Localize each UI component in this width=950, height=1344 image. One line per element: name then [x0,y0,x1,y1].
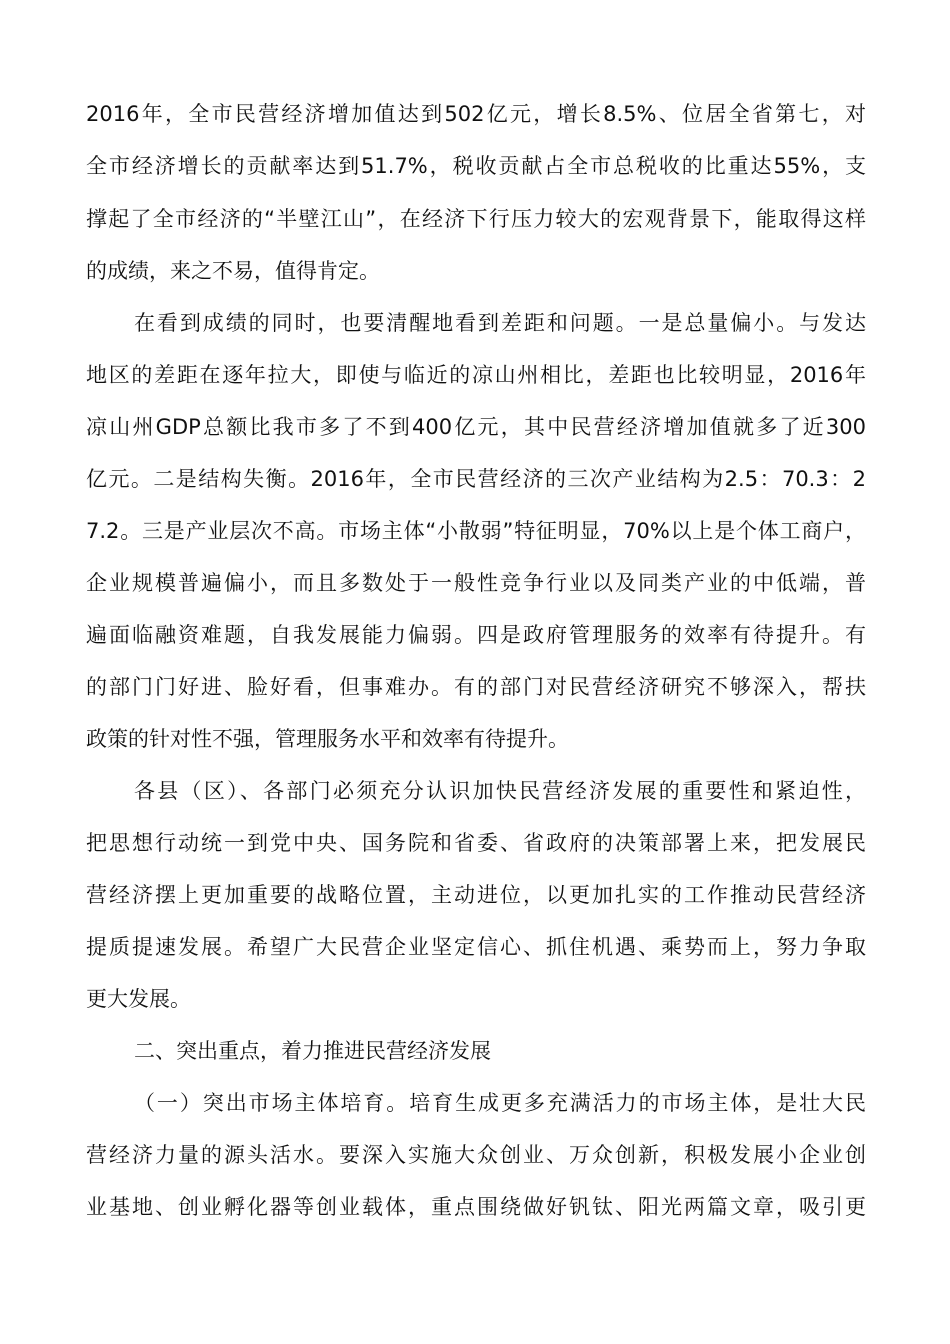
text-line: 企业规模普遍偏小，而且多数处于一般性竞争行业以及同类产业的中低端，普 [86,571,866,595]
text-line: 把思想行动统一到党中央、国务院和省委、省政府的决策部署上来，把发展民 [86,831,866,855]
text-line: 的成绩，来之不易，值得肯定。 [86,259,380,283]
text-line: 地区的差距在逐年拉大，即使与临近的凉山州相比，差距也比较明显，2016年 [86,363,866,387]
text-line: 亿元。二是结构失衡。2016年，全市民营经济的三次产业结构为2.5：70.3：2 [86,467,866,491]
text-line: 7.2。三是产业层次不高。市场主体“小散弱”特征明显，70%以上是个体工商户， [86,519,866,543]
text-line: 政策的针对性不强，管理服务水平和效率有待提升。 [86,727,569,751]
text-line: 的部门门好进、脸好看，但事难办。有的部门对民营经济研究不够深入，帮扶 [86,675,866,699]
text-line: 在看到成绩的同时，也要清醒地看到差距和问题。一是总量偏小。与发达 [134,311,866,335]
text-line: 凉山州GDP总额比我市多了不到400亿元，其中民营经济增加值就多了近300 [86,415,866,439]
text-line: 遍面临融资难题，自我发展能力偏弱。四是政府管理服务的效率有待提升。有 [86,623,866,647]
text-line: （一）突出市场主体培育。培育生成更多充满活力的市场主体，是壮大民 [134,1091,866,1115]
text-line: 2016年，全市民营经济增加值达到502亿元，增长8.5%、位居全省第七，对 [86,102,866,126]
section-heading: 二、突出重点，着力推进民营经济发展 [134,1039,491,1063]
text-line: 撑起了全市经济的“半壁江山”，在经济下行压力较大的宏观背景下，能取得这样 [86,207,866,231]
text-line: 营经济摆上更加重要的战略位置，主动进位，以更加扎实的工作推动民营经济 [86,883,866,907]
text-line: 营经济力量的源头活水。要深入实施大众创业、万众创新，积极发展小企业创 [86,1143,866,1167]
text-line: 提质提速发展。希望广大民营企业坚定信心、抓住机遇、乘势而上，努力争取 [86,935,866,959]
text-line: 全市经济增长的贡献率达到51.7%，税收贡献占全市总税收的比重达55%，支 [86,154,866,178]
text-line: 更大发展。 [86,987,191,1011]
text-line: 各县（区）、各部门必须充分认识加快民营经济发展的重要性和紧迫性， [134,779,866,803]
text-line: 业基地、创业孵化器等创业载体，重点围绕做好钒钛、阳光两篇文章，吸引更 [86,1195,866,1219]
